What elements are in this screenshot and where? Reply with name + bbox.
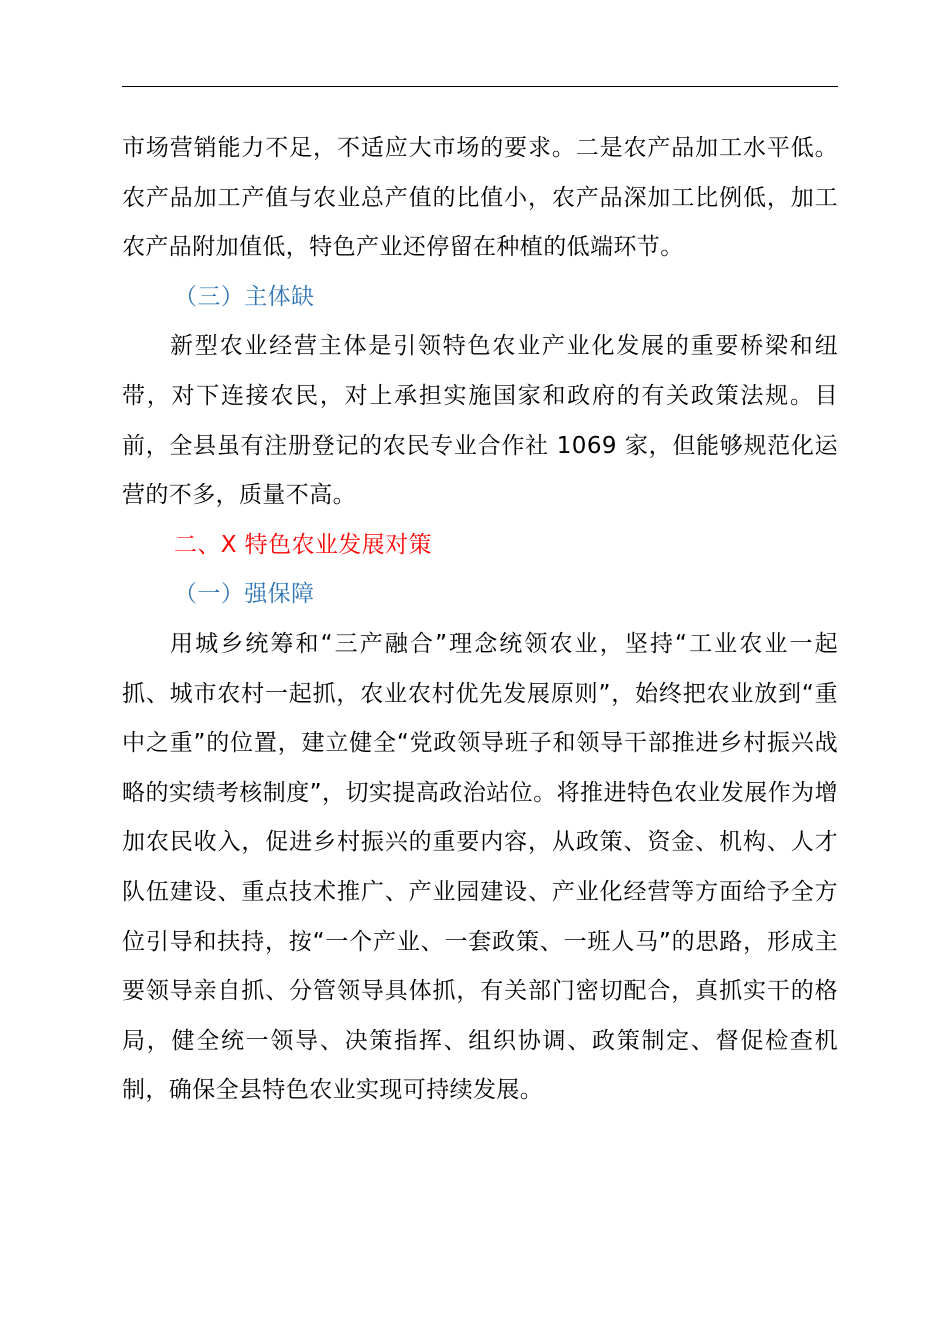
header-rule [122, 86, 838, 87]
paragraph-new-operators: 新型农业经营主体是引领特色农业产业化发展的重要桥梁和纽带，对下连接农民，对上承担实施国家和政府的有关政策法规。目前，全县虽有注册登记的农民专业合作社 1069 家，但能够规范化运营的不多，质量不高。 [122, 333, 838, 509]
subheading-strengthen-guarantee: （一）强保障 [174, 581, 315, 608]
subheading-subject-lacking: （三）主体缺 [174, 283, 315, 310]
document-body [122, 124, 838, 1116]
section-heading-countermeasures: 二、X 特色农业发展对策 [174, 531, 432, 558]
paragraph-guarantee: 用城乡统筹和“三产融合”理念统领农业，坚持“工业农业一起抓、城市农村一起抓，农业农村优先发展原则”，始终把农业放到“重中之重”的位置，建立健全“党政领导班子和领导干部推进乡村振兴战略的实绩考核制度”，切实提高政治站位。将推进特色农业发展作为增加农民收入，促进乡村振兴的重要内容，从政策、资金、机构、人才队伍建设、重点技术推广、产业园建设、产业化经营等方面给予全方位引导和扶持，按“一个产业、一套政策、一班人马”的思路，形成主要领导亲自抓、分管领导具体抓，有关部门密切配合，真抓实干的格局，健全统一领导、决策指挥、组织协调、政策制定、督促检查机制，确保全县特色农业实现可持续发展。 [122, 630, 838, 1104]
paragraph-continued: 市场营销能力不足，不适应大市场的要求。二是农产品加工水平低。农产品加工产值与农业总产值的比值小，农产品深加工比例低，加工农产品附加值低，特色产业还停留在种植的低端环节。 [122, 135, 838, 261]
